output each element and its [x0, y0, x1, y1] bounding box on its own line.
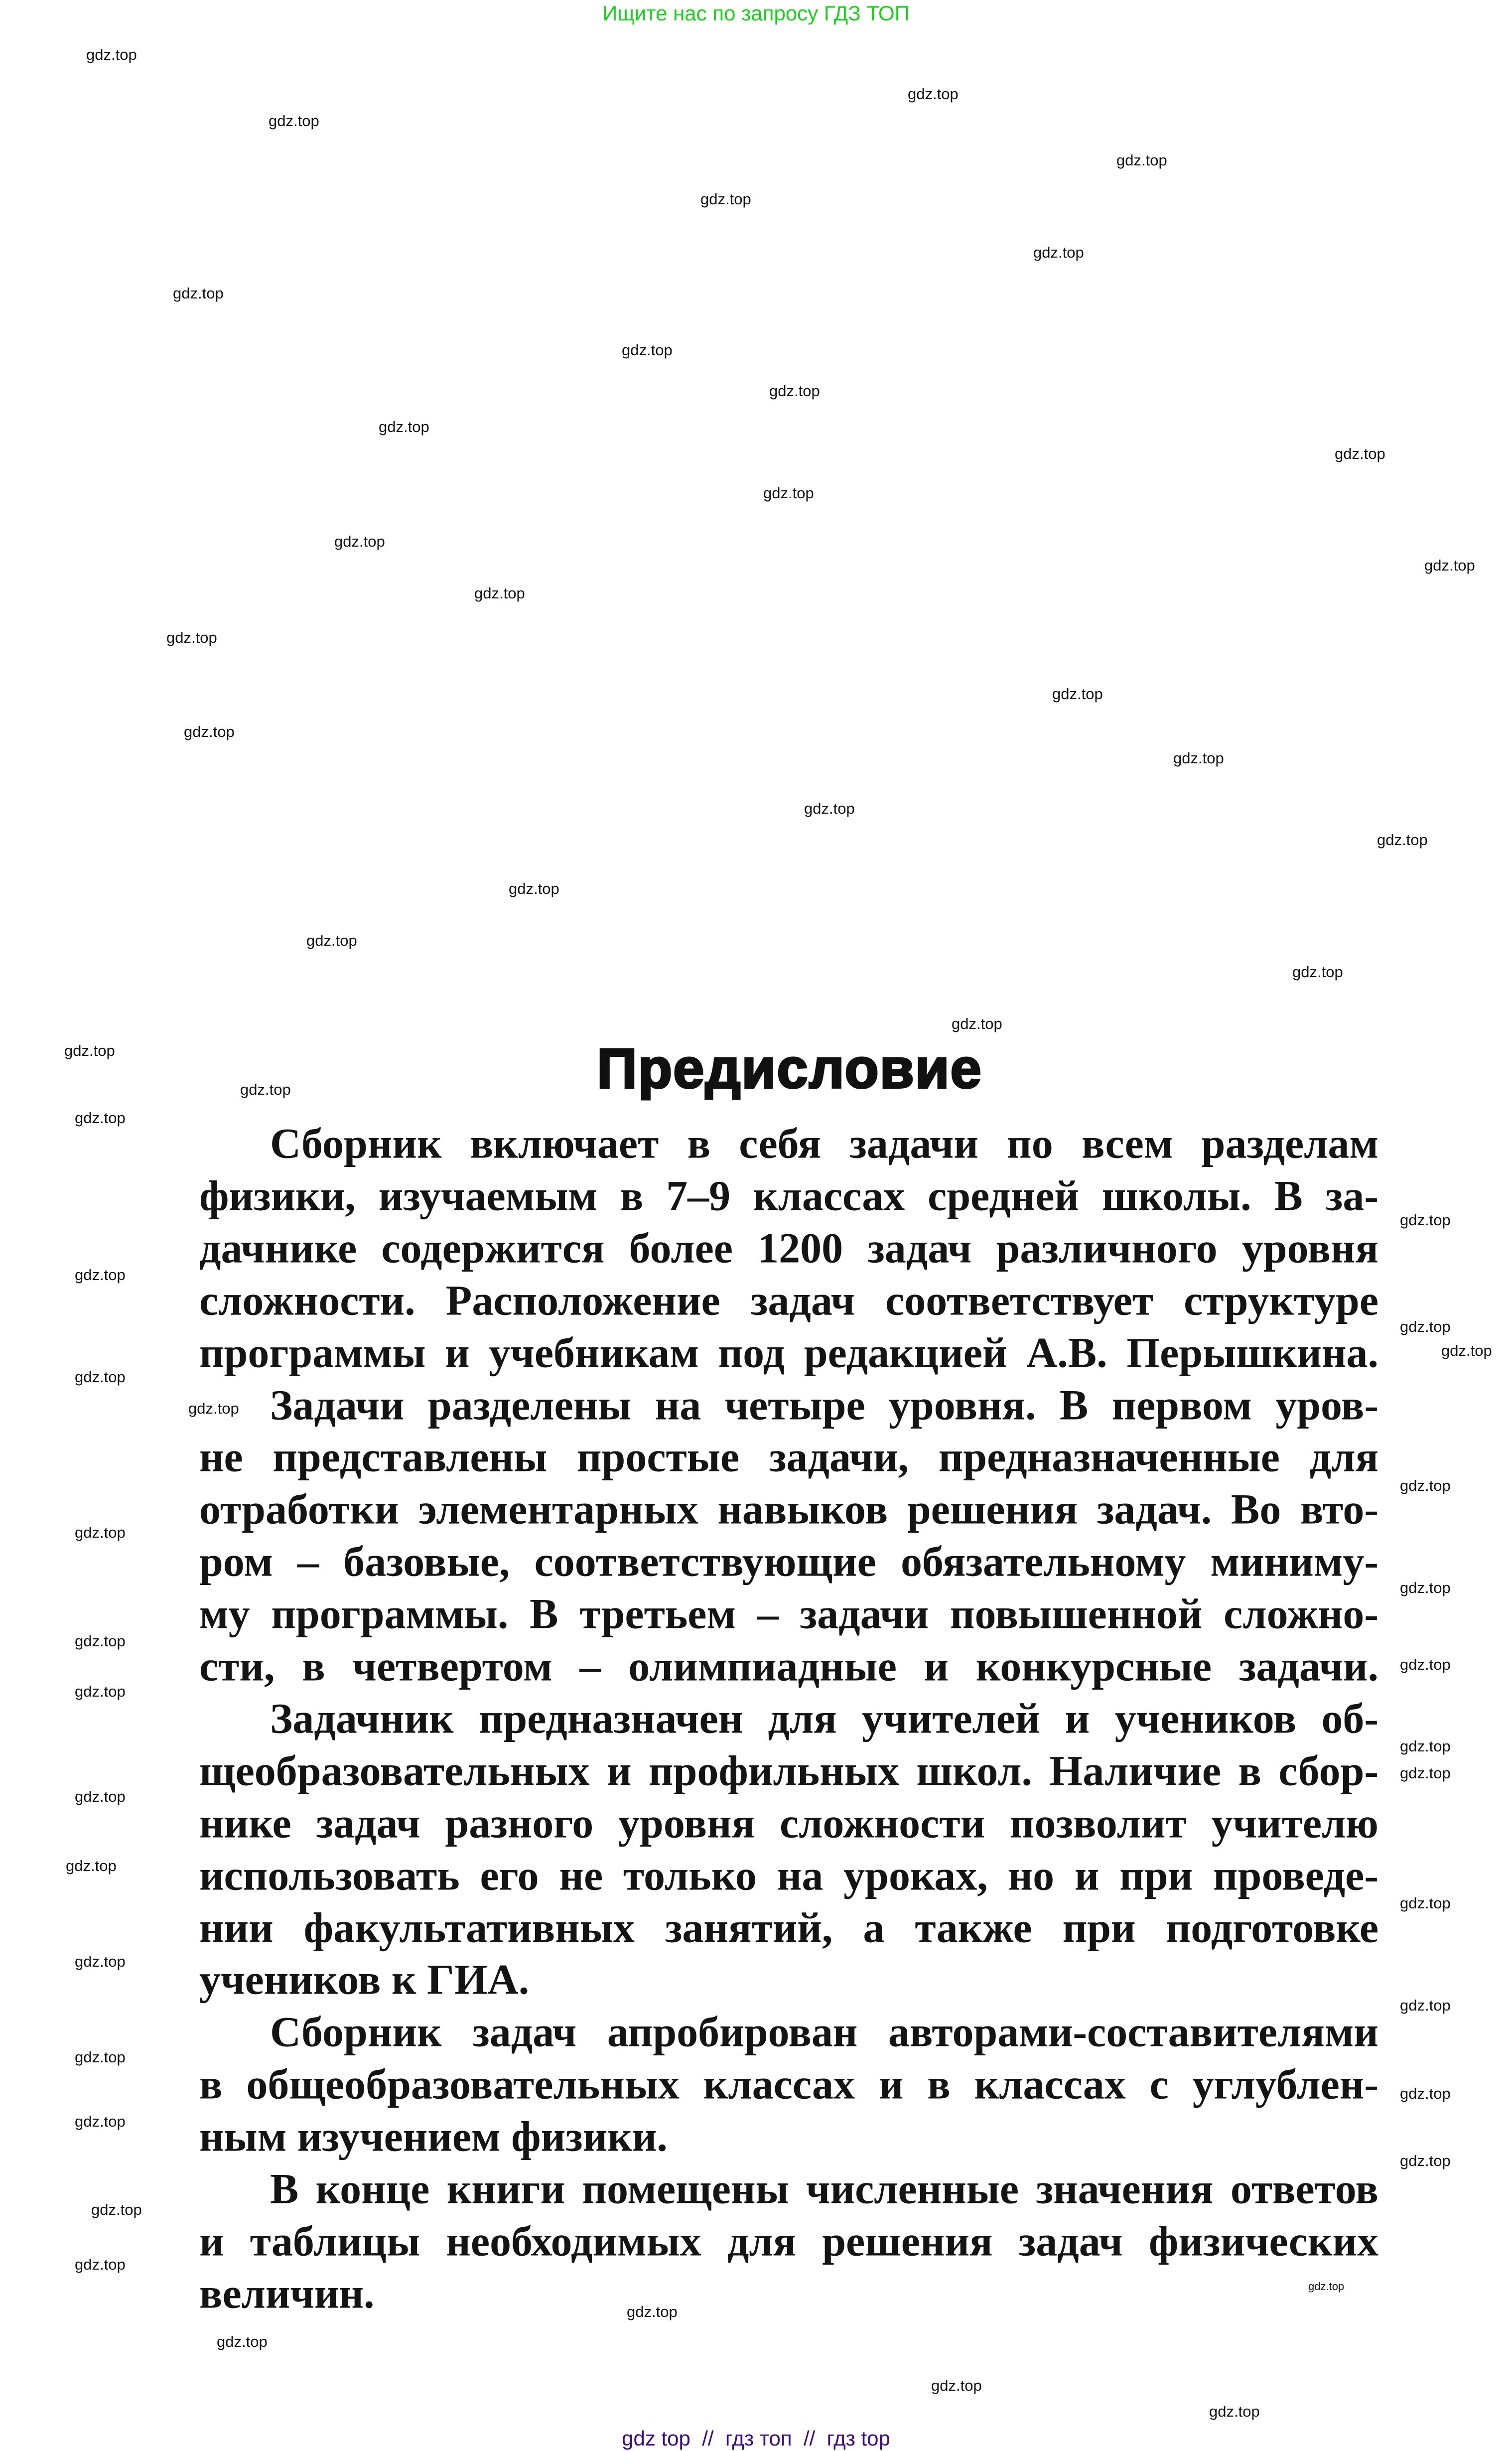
watermark-text: gdz.top	[269, 112, 319, 130]
text-line: Сборник задач апробирован авторами-составителями	[270, 2008, 1378, 2056]
text-line: величин.	[199, 2269, 375, 2317]
watermark-text: gdz.top	[66, 1857, 117, 1874]
text-line: программы и учебникам под редакцией А.В. Перышкина.	[199, 1328, 1378, 1377]
watermark-text: gdz.top	[627, 2303, 678, 2320]
text-line: му программы. В третьем – задачи повышенной сложно-	[199, 1589, 1378, 1638]
watermark-text: gdz.top	[1335, 445, 1385, 462]
text-line: сложности. Расположение задач соответствует структуре	[199, 1276, 1378, 1324]
watermark-text: gdz.top	[1400, 1477, 1451, 1494]
watermark-text: gdz.top	[75, 1109, 126, 1127]
watermark-text: gdz.top	[1116, 151, 1167, 169]
watermark-text: gdz.top	[91, 2201, 142, 2218]
search-banner: Ищите нас по запросу ГДЗ ТОП	[602, 1, 910, 25]
watermark-text: gdz.top	[1052, 685, 1103, 703]
text-line: Задачи разделены на четыре уровня. В первом уров-	[270, 1381, 1378, 1429]
watermark-text: gdz.top	[952, 1015, 1002, 1032]
watermark-text: gdz.top	[75, 1632, 126, 1650]
text-line: щеобразовательных и профильных школ. Наличие в сбор-	[199, 1746, 1378, 1795]
text-line: физики, изучаемым в 7–9 классах средней школы. В за-	[199, 1171, 1378, 1220]
text-line: ным изучением физики.	[199, 2112, 668, 2161]
watermark-text: gdz.top	[1308, 2280, 1345, 2293]
watermark-text: gdz.top	[184, 723, 235, 740]
watermark-text: gdz.top	[474, 584, 525, 602]
watermark-text: gdz.top	[75, 2048, 126, 2066]
text-line: нике задач разного уровня сложности позволит учителю	[199, 1799, 1378, 1847]
text-line: использовать его не только на уроках, но и при проведе-	[199, 1851, 1378, 1899]
watermark-text: gdz.top	[1033, 244, 1084, 261]
watermark-text: gdz.top	[75, 2256, 126, 2273]
text-line: Сборник включает в себя задачи по всем разделам	[270, 1119, 1378, 1167]
watermark-text: gdz.top	[166, 629, 217, 646]
watermark-text: gdz.top	[75, 1524, 126, 1541]
text-line: нии факультативных занятий, а также при подготовке	[199, 1903, 1378, 1951]
text-line: сти, в четвертом – олимпиадные и конкурсные задачи.	[199, 1642, 1378, 1690]
watermark-text: gdz.top	[75, 1266, 126, 1284]
watermark-text: gdz.top	[75, 1953, 126, 1970]
watermark-text: gdz.top	[64, 1042, 115, 1059]
watermark-text: gdz.top	[700, 190, 751, 208]
watermark-text: gdz.top	[1400, 1997, 1451, 2014]
watermark-text: gdz.top	[509, 880, 559, 897]
watermark-text: gdz.top	[1173, 749, 1224, 767]
footer-links[interactable]: gdz top // гдз топ // гдз top	[622, 2427, 890, 2450]
text-line: ром – базовые, соответствующие обязательному миниму-	[199, 1537, 1378, 1586]
watermark-text: gdz.top	[1400, 2152, 1451, 2169]
watermark-text: gdz.top	[1400, 1211, 1451, 1229]
watermark-text: gdz.top	[763, 484, 814, 502]
watermark-text: gdz.top	[306, 932, 357, 949]
watermark-text: gdz.top	[75, 2113, 126, 2130]
watermark-text: gdz.top	[217, 2333, 268, 2350]
watermark-text: gdz.top	[1209, 2403, 1260, 2420]
watermark-text: gdz.top	[240, 1081, 291, 1098]
watermark-text: gdz.top	[173, 285, 224, 302]
text-line: В конце книги помещены численные значения ответов	[270, 2164, 1378, 2213]
watermark-text: gdz.top	[379, 418, 429, 435]
watermark-text: gdz.top	[1400, 1579, 1451, 1596]
watermark-text: gdz.top	[1400, 1656, 1451, 1673]
text-line: Задачник предназначен для учителей и учеников об-	[270, 1694, 1378, 1742]
watermark-text: gdz.top	[1400, 1764, 1451, 1782]
text-line: учеников к ГИА.	[199, 1955, 530, 2004]
watermark-text: gdz.top	[86, 46, 137, 63]
watermark-text: gdz.top	[1424, 557, 1475, 574]
watermark-text: gdz.top	[1441, 1342, 1492, 1359]
watermark-text: gdz.top	[1377, 831, 1428, 849]
watermark-text: gdz.top	[75, 1788, 126, 1805]
watermark-text: gdz.top	[1400, 1737, 1451, 1755]
watermark-text: gdz.top	[622, 341, 673, 359]
watermark-text: gdz.top	[334, 533, 385, 550]
watermark-text: gdz.top	[908, 85, 959, 103]
watermark-text: gdz.top	[931, 2377, 982, 2394]
text-line: не представлены простые задачи, предназначенные для	[199, 1433, 1378, 1481]
page-title: Предисловие	[597, 1037, 982, 1100]
watermark-text: gdz.top	[1400, 1894, 1451, 1912]
text-line: в общеобразовательных классах и в классах с углублен-	[199, 2060, 1378, 2108]
text-line: и таблицы необходимых для решения задач физических	[199, 2217, 1378, 2265]
watermark-text: gdz.top	[188, 1400, 239, 1417]
watermark-text: gdz.top	[75, 1683, 126, 1700]
text-line: дачнике содержится более 1200 задач различного уровня	[199, 1224, 1378, 1272]
watermark-text: gdz.top	[769, 382, 820, 400]
text-line: отработки элементарных навыков решения задач. Во вто-	[199, 1485, 1378, 1533]
watermark-text: gdz.top	[804, 800, 855, 817]
watermark-text: gdz.top	[1292, 963, 1343, 981]
watermark-text: gdz.top	[1400, 1318, 1451, 1335]
watermark-text: gdz.top	[1400, 2085, 1451, 2102]
watermark-text: gdz.top	[75, 1368, 126, 1386]
